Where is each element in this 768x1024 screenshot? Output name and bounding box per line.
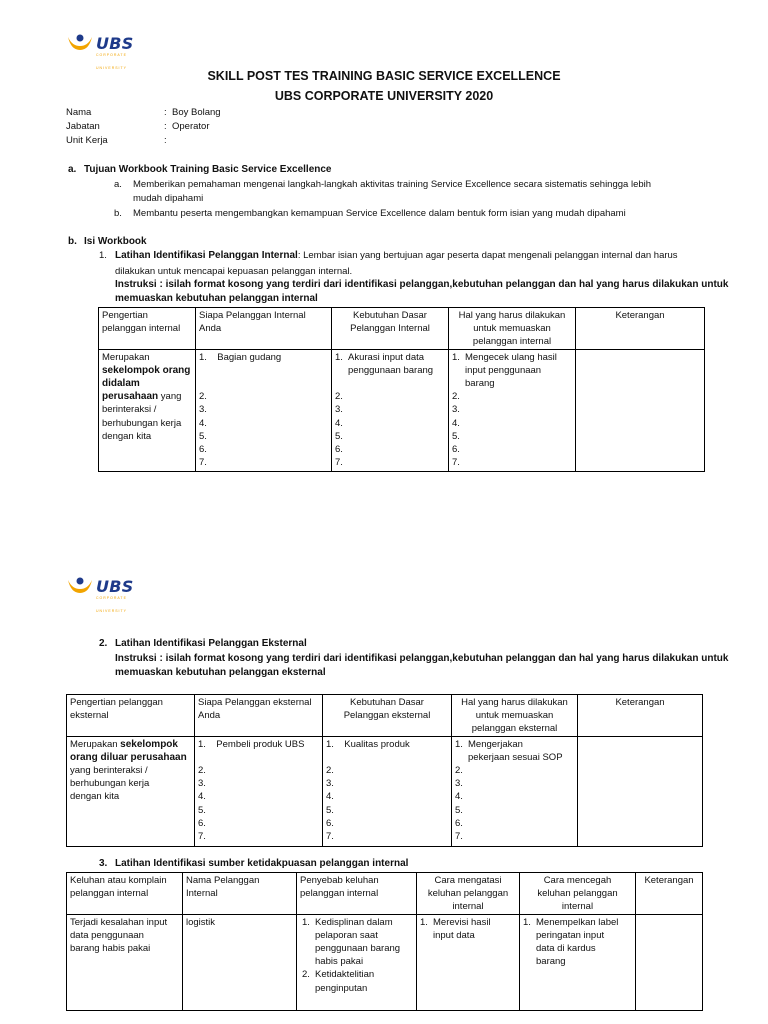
section-a-item-1: a. Memberikan pemahaman mengenai langkah-langkah aktivitas training Service Excellence secara sistematis sehingga lebih	[114, 179, 652, 190]
header-cell: Keluhan atau komplain pelanggan internal	[67, 873, 183, 915]
definition-cell: Merupakan sekelompok orang didalam perusahaan yang berinteraksi / berhubungan kerja dengan kita	[99, 349, 196, 471]
needs-list-cell: 1. Kualitas produk 2. 3. 4. 5. 6. 7.	[323, 736, 452, 846]
needs-entry: Kualitas produk	[344, 738, 410, 750]
field-value: Boy Bolang	[172, 107, 221, 118]
header-cell: Hal yang harus dilakukan untuk memuaskan pelanggan eksternal	[452, 695, 578, 737]
exercise-2-instruction-2: memuaskan kebutuhan pelanggan eksternal	[115, 667, 326, 678]
prevent-cell: 1. Menempelkan label peringatan input data di kardus barang	[520, 914, 636, 1010]
exercise-1-description: 1. Latihan Identifikasi Pelanggan Internal: Lembar isian yang bertujuan agar peserta dapat mengenali pelanggan internal dan harus	[99, 250, 678, 261]
logo-brand-text: UBS	[96, 576, 134, 596]
customer-entry: Pembeli produk UBS	[216, 738, 305, 750]
header-cell: Keterangan	[636, 873, 703, 915]
logo-subtitle: CORPORATE UNIVERSITY	[96, 53, 128, 70]
field-value: Operator	[172, 121, 210, 132]
table-row	[99, 349, 705, 471]
fix-cell: 1. Merevisi hasil input data	[417, 914, 520, 1010]
notes-cell	[578, 736, 703, 846]
needs-list-cell: 1. Akurasi input data penggunaan barang 2. 3. 4. 5. 6. 7.	[332, 349, 449, 471]
table-dissatisfaction-sources	[66, 872, 703, 1011]
complaint-cell: Terjadi kesalahan input data penggunaan barang habis pakai	[67, 914, 183, 1010]
ubs-logo-page2	[66, 575, 134, 613]
section-a-item-2: b. Membantu peserta mengembangkan kemampuan Service Excellence dalam bentuk form isian yang mudah dipahami	[114, 208, 626, 219]
action-entry: Mengecek ulang hasil	[465, 351, 557, 363]
notes-cell	[576, 349, 705, 471]
customer-name-cell: logistik	[183, 914, 297, 1010]
needs-entry: Akurasi input data	[348, 351, 425, 363]
header-cell: Cara mengatasi keluhan pelanggan internal	[417, 873, 520, 915]
customer-list-cell: 1. Pembeli produk UBS 2. 3. 4. 5. 6. 7.	[195, 736, 323, 846]
field-jabatan: Jabatan : Operator	[66, 121, 210, 132]
customer-entry: Bagian gudang	[217, 351, 282, 363]
header-cell: Cara mencegah keluhan pelanggan internal	[520, 873, 636, 915]
definition-cell: Merupakan sekelompok orang diluar perusahaan yang berinteraksi / berhubungan kerja dengan kita	[67, 736, 195, 846]
ubs-logo-icon	[66, 575, 94, 597]
header-cell: Kebutuhan Dasar Pelanggan Internal	[332, 308, 449, 350]
ubs-logo	[66, 32, 134, 70]
document-title-line1: SKILL POST TES TRAINING BASIC SERVICE EXCELLENCE	[207, 69, 561, 83]
table-header-row	[67, 695, 703, 737]
header-cell: Nama Pelanggan Internal	[183, 873, 297, 915]
logo-subtitle: CORPORATE UNIVERSITY	[96, 596, 128, 613]
exercise-1-instruction-2: memuaskan kebutuhan pelanggan internal	[115, 293, 318, 304]
field-label: Nama	[66, 107, 92, 118]
header-cell: Keterangan	[576, 308, 705, 350]
field-label: Unit Kerja	[66, 135, 108, 146]
exercise-1-instruction-1: Instruksi : isilah format kosong yang terdiri dari identifikasi pelanggan,kebutuhan pelanggan dan hal yang harus dilakukan untuk	[115, 279, 729, 290]
field-label: Jabatan	[66, 121, 100, 132]
exercise-1-title: Latihan Identifikasi Pelanggan Internal	[115, 250, 298, 261]
section-b-heading: b. Isi Workbook	[68, 236, 147, 247]
exercise-1-description-cont: dilakukan untuk mencapai kepuasan pelanggan internal.	[115, 266, 353, 277]
header-cell: Pengertian pelanggan internal	[99, 308, 196, 350]
table-row	[67, 914, 703, 1010]
header-cell: Siapa Pelanggan eksternal Anda	[195, 695, 323, 737]
table-external-customers	[66, 694, 703, 847]
header-cell: Pengertian pelanggan eksternal	[67, 695, 195, 737]
ubs-logo-icon	[66, 32, 94, 54]
action-entry: Mengerjakan	[468, 738, 523, 750]
table-internal-customers	[98, 307, 705, 472]
exercise-3-title: 3. Latihan Identifikasi sumber ketidakpuasan pelanggan internal	[99, 858, 409, 869]
field-unit-kerja: Unit Kerja :	[66, 135, 167, 146]
table-row	[67, 736, 703, 846]
exercise-2-instruction-1: Instruksi : isilah format kosong yang terdiri dari identifikasi pelanggan,kebutuhan pelanggan dan hal yang harus dilakukan untuk	[115, 653, 729, 664]
actions-list-cell: 1. Mengerjakan pekerjaan sesuai SOP 2. 3. 4. 5. 6. 7.	[452, 736, 578, 846]
table-header-row	[67, 873, 703, 915]
table-header-row	[99, 308, 705, 350]
header-cell: Kebutuhan Dasar Pelanggan eksternal	[323, 695, 452, 737]
header-cell: Keterangan	[578, 695, 703, 737]
logo-brand-text: UBS	[96, 33, 134, 53]
causes-cell: 1. Kedisplinan dalam pelaporan saat penggunaan barang habis pakai 2. Ketidaktelitian penginputan	[297, 914, 417, 1010]
section-a-item-1-cont: mudah dipahami	[133, 193, 204, 204]
section-a-heading: a. Tujuan Workbook Training Basic Service Excellence	[68, 164, 332, 175]
header-cell: Penyebab keluhan pelanggan internal	[297, 873, 417, 915]
customer-list-cell: 1. Bagian gudang 2. 3. 4. 5. 6. 7.	[196, 349, 332, 471]
actions-list-cell: 1. Mengecek ulang hasil input penggunaan barang 2. 3. 4. 5. 6. 7.	[449, 349, 576, 471]
field-nama: Nama : Boy Bolang	[66, 107, 221, 118]
notes-cell	[636, 914, 703, 1010]
header-cell: Hal yang harus dilakukan untuk memuaskan pelanggan internal	[449, 308, 576, 350]
header-cell: Siapa Pelanggan Internal Anda	[196, 308, 332, 350]
exercise-2-title: 2. Latihan Identifikasi Pelanggan Eksternal	[99, 638, 307, 649]
document-title-line2: UBS CORPORATE UNIVERSITY 2020	[274, 89, 494, 103]
